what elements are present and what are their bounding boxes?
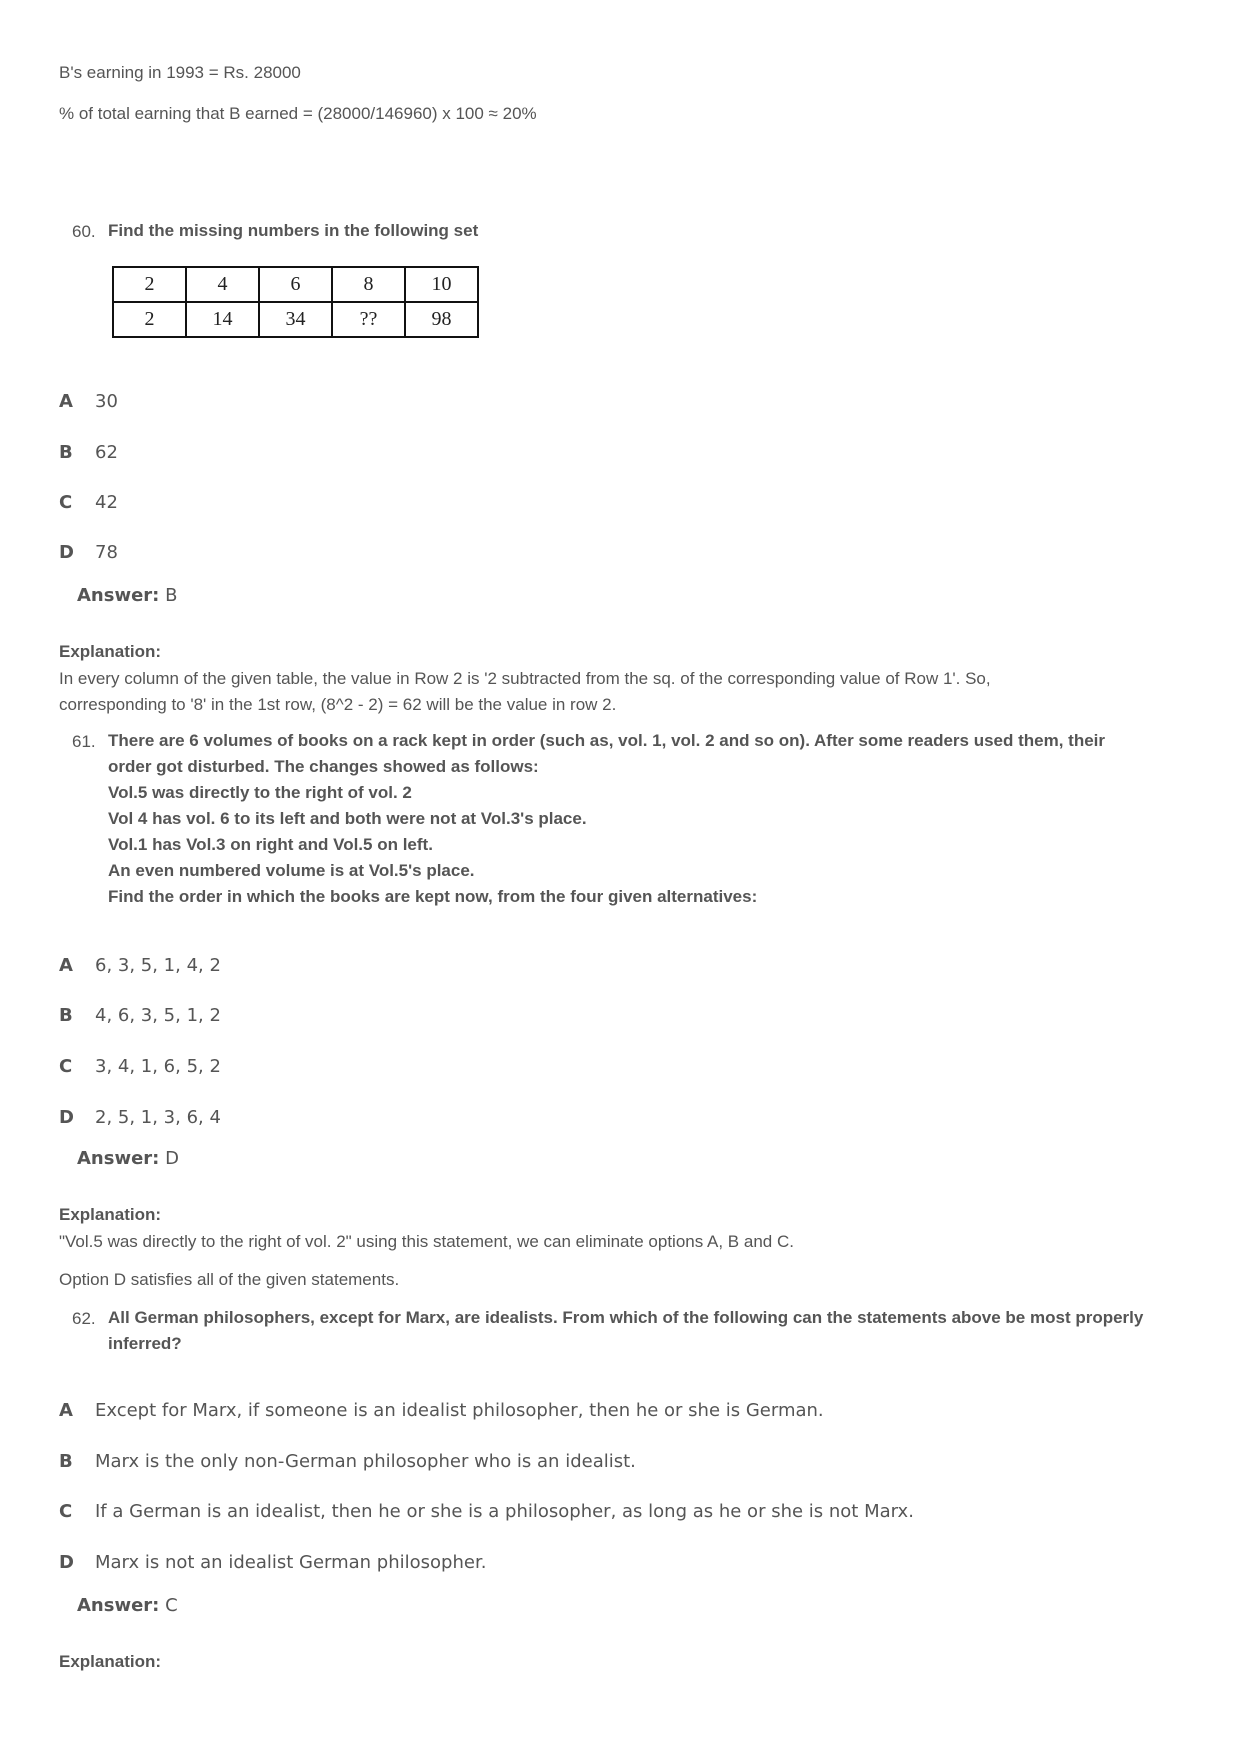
- explanation-heading: Explanation:: [59, 1205, 162, 1224]
- table-cell: 2: [113, 302, 186, 337]
- option-letter: D: [59, 1552, 74, 1573]
- question-line: order got disturbed. The changes showed as follows:: [108, 757, 539, 776]
- table-cell: 98: [405, 302, 478, 337]
- answer: [77, 1148, 179, 1169]
- option-letter: B: [59, 442, 73, 463]
- question-line: Find the order in which the books are kept now, from the four given alternatives:: [108, 887, 758, 906]
- option-text: 6, 3, 5, 1, 4, 2: [95, 955, 221, 976]
- table-cell: 14: [186, 302, 259, 337]
- option-a[interactable]: [59, 1400, 824, 1421]
- question-number: 62.: [72, 1309, 96, 1328]
- question-line: An even numbered volume is at Vol.5's place.: [108, 861, 475, 880]
- question-line: There are 6 volumes of books on a rack kept in order (such as, vol. 1, vol. 2 and so on). After some readers used them, their: [108, 731, 1105, 750]
- option-letter: B: [59, 1451, 73, 1472]
- answer-label: Answer:: [77, 1595, 160, 1616]
- option-text: Except for Marx, if someone is an idealist philosopher, then he or she is German.: [95, 1400, 824, 1421]
- explanation-line: "Vol.5 was directly to the right of vol. 2" using this statement, we can eliminate options A, B and C.: [59, 1232, 794, 1251]
- option-text: 78: [95, 542, 118, 563]
- explanation-line: corresponding to '8' in the 1st row, (8^2 - 2) = 62 will be the value in row 2.: [59, 695, 617, 714]
- question-number: 61.: [72, 732, 96, 751]
- intro-line-1: B's earning in 1993 = Rs. 28000: [59, 63, 301, 82]
- question-line: Vol.1 has Vol.3 on right and Vol.5 on left.: [108, 835, 433, 854]
- answer: [77, 585, 177, 606]
- option-letter: A: [59, 1400, 73, 1421]
- answer: [77, 1595, 178, 1616]
- option-b[interactable]: [59, 1451, 636, 1472]
- option-letter: D: [59, 542, 74, 563]
- option-letter: D: [59, 1107, 74, 1128]
- option-c[interactable]: [59, 492, 118, 513]
- option-letter: C: [59, 1056, 73, 1077]
- explanation-line: Option D satisfies all of the given statements.: [59, 1270, 400, 1289]
- table-cell: 8: [332, 267, 405, 302]
- option-text: 62: [95, 442, 118, 463]
- answer-label: Answer:: [77, 585, 160, 606]
- table-cell: 2: [113, 267, 186, 302]
- explanation-heading: Explanation:: [59, 642, 162, 661]
- explanation-heading: Explanation:: [59, 1652, 162, 1671]
- option-d[interactable]: [59, 1552, 486, 1573]
- option-text: If a German is an idealist, then he or she is a philosopher, as long as he or she is not Marx.: [95, 1501, 914, 1522]
- answer-value: C: [165, 1595, 178, 1616]
- option-b[interactable]: [59, 1005, 221, 1026]
- option-c[interactable]: [59, 1501, 914, 1522]
- option-a[interactable]: [59, 391, 118, 412]
- option-text: Marx is not an idealist German philosopher.: [95, 1552, 487, 1573]
- option-text: 30: [95, 391, 118, 412]
- option-text: 3, 4, 1, 6, 5, 2: [95, 1056, 221, 1077]
- answer-label: Answer:: [77, 1148, 160, 1169]
- option-letter: C: [59, 492, 73, 513]
- explanation-line: In every column of the given table, the value in Row 2 is '2 subtracted from the sq. of the corresponding value of Row 1'. So,: [59, 669, 991, 688]
- option-b[interactable]: [59, 442, 118, 463]
- table-row: [113, 302, 478, 337]
- option-letter: A: [59, 391, 73, 412]
- option-text: 4, 6, 3, 5, 1, 2: [95, 1005, 221, 1026]
- question-line: inferred?: [108, 1334, 182, 1353]
- option-text: 2, 5, 1, 3, 6, 4: [95, 1107, 221, 1128]
- table-cell: ??: [332, 302, 405, 337]
- table-cell: 34: [259, 302, 332, 337]
- option-letter: C: [59, 1501, 73, 1522]
- option-letter: A: [59, 955, 73, 976]
- option-text: 42: [95, 492, 118, 513]
- option-d[interactable]: [59, 542, 118, 563]
- question-number: 60.: [72, 222, 96, 241]
- answer-value: D: [165, 1148, 179, 1169]
- question-line: Vol 4 has vol. 6 to its left and both were not at Vol.3's place.: [108, 809, 587, 828]
- table-cell: 6: [259, 267, 332, 302]
- table-cell: 4: [186, 267, 259, 302]
- question-line: Vol.5 was directly to the right of vol. 2: [108, 783, 412, 802]
- question-text: Find the missing numbers in the following set: [108, 221, 479, 240]
- number-table: [112, 266, 479, 338]
- table-row: [113, 267, 478, 302]
- question-text: [108, 728, 1188, 910]
- answer-value: B: [165, 585, 178, 606]
- table-cell: 10: [405, 267, 478, 302]
- intro-line-2: % of total earning that B earned = (28000/146960) x 100 ≈ 20%: [59, 104, 537, 123]
- option-c[interactable]: [59, 1056, 221, 1077]
- question-text: [108, 1305, 1188, 1357]
- option-a[interactable]: [59, 955, 221, 976]
- option-d[interactable]: [59, 1107, 221, 1128]
- question-line: All German philosophers, except for Marx, are idealists. From which of the following can the statements above be most properly: [108, 1308, 1144, 1327]
- option-letter: B: [59, 1005, 73, 1026]
- option-text: Marx is the only non-German philosopher who is an idealist.: [95, 1451, 636, 1472]
